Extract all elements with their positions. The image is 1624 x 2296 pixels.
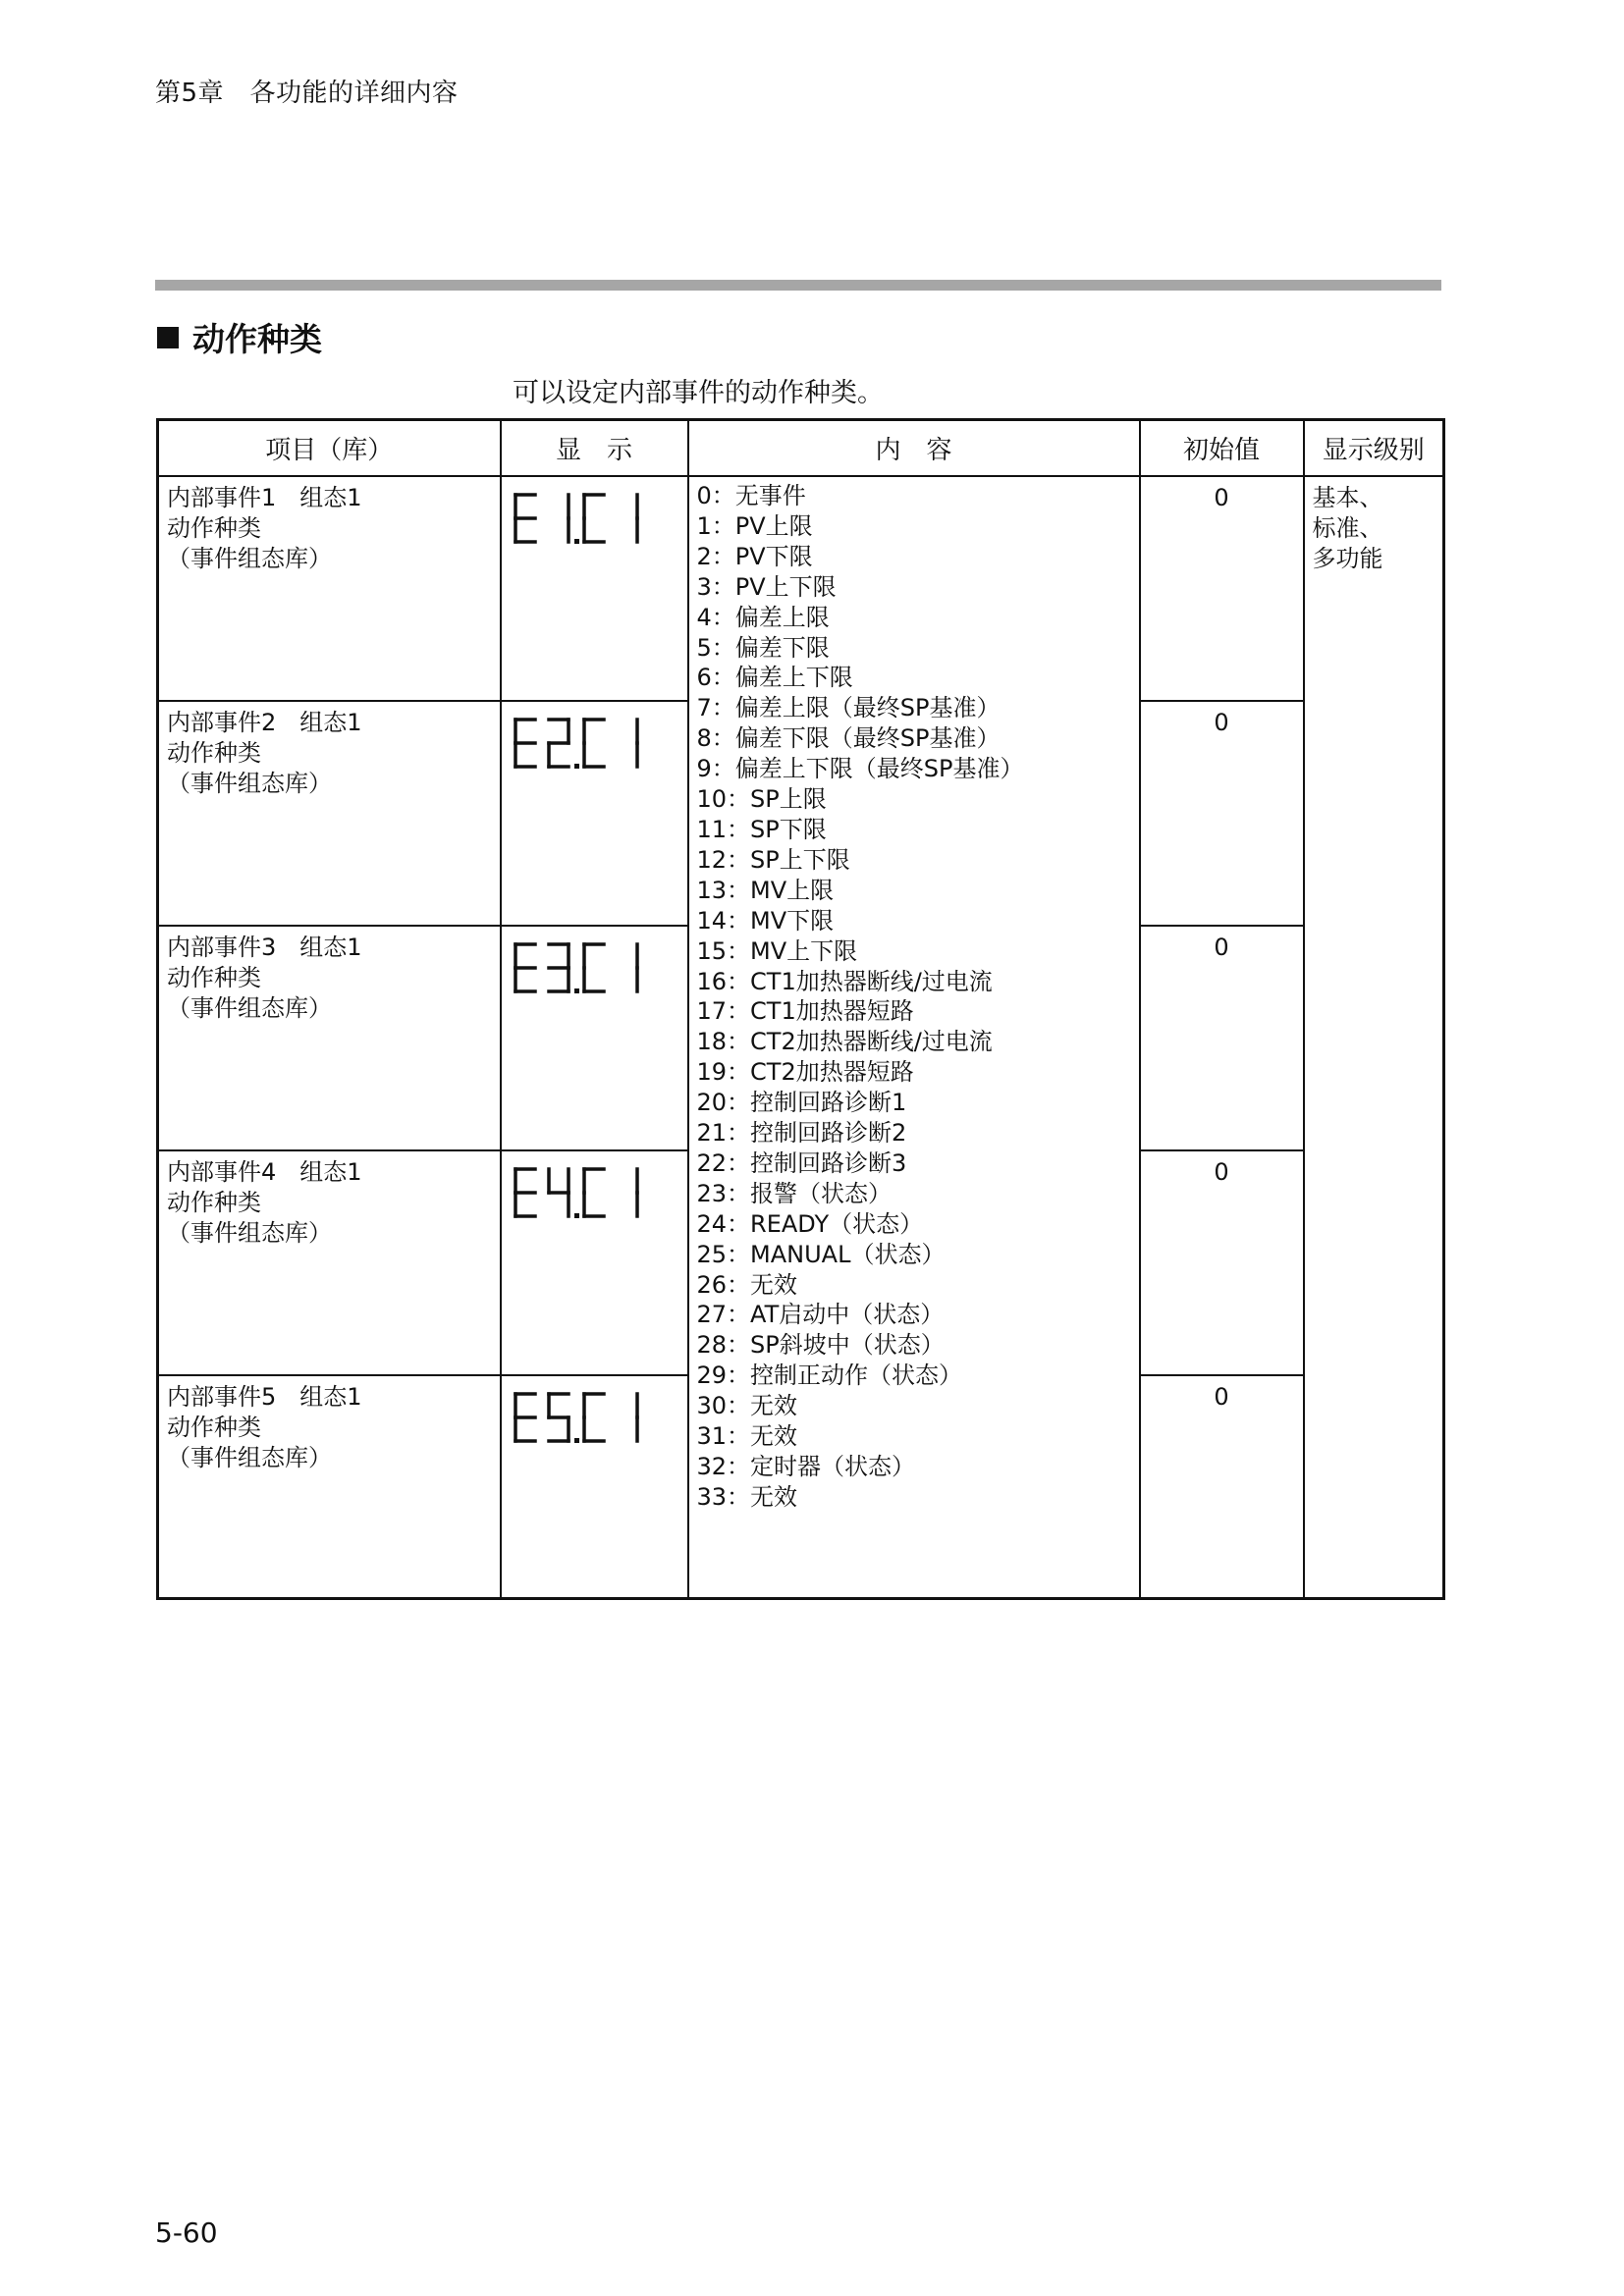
level-standard: 标准、 (1312, 514, 1383, 542)
item-line3: （事件组态库） (167, 994, 332, 1022)
content-list-item: 29：控制正动作（状态） (696, 1362, 963, 1390)
item-line3: （事件组态库） (167, 1444, 332, 1471)
section-title-text: 动作种类 (192, 320, 322, 358)
initial-value-cell: 0 (1140, 1150, 1304, 1375)
square-bullet-icon (157, 327, 179, 348)
page-number: 5-60 (155, 2216, 218, 2249)
content-list-item: 6：偏差上下限 (696, 664, 853, 692)
content-list-item: 24：READY（状态） (696, 1209, 924, 1238)
header-level: 显示级别 (1304, 420, 1444, 477)
level-multifunction: 多功能 (1312, 545, 1383, 572)
item-cell (158, 926, 501, 1150)
content-list-item: 8：偏差下限（最终SP基准） (696, 724, 1001, 753)
item-line2: 动作种类 (167, 1189, 261, 1216)
content-list-item: 11：SP下限 (696, 815, 827, 843)
content-list-item: 10：SP上限 (696, 785, 827, 814)
header-display: 显 示 (501, 420, 688, 477)
seven-segment-display (510, 1161, 647, 1224)
parameter-table (156, 418, 1445, 1600)
item-line2: 动作种类 (167, 514, 261, 542)
item-line2: 动作种类 (167, 1414, 261, 1441)
content-list-item: 25：MANUAL（状态） (696, 1240, 946, 1268)
item-line3: （事件组态库） (167, 1219, 332, 1247)
item-line3: （事件组态库） (167, 770, 332, 797)
content-list-item: 18：CT2加热器断线/过电流 (696, 1028, 993, 1056)
content-list-item: 5：偏差下限 (696, 633, 830, 662)
content-list-item: 2：PV下限 (696, 542, 813, 570)
item-line3: （事件组态库） (167, 545, 332, 572)
content-list-item: 21：控制回路诊断2 (696, 1119, 907, 1148)
section-title (157, 314, 322, 360)
header-item: 项目（库） (158, 420, 501, 477)
content-list-item: 33：无效 (696, 1482, 798, 1511)
item-cell (158, 1150, 501, 1375)
content-list-item: 0：无事件 (696, 482, 806, 509)
content-list-item: 32：定时器（状态） (696, 1453, 916, 1480)
content-list-item: 31：无效 (696, 1422, 798, 1451)
level-list (1313, 483, 1435, 574)
initial-value-cell: 0 (1140, 701, 1304, 926)
content-list-item: 17：CT1加热器短路 (696, 997, 914, 1026)
display-cell (501, 1150, 688, 1375)
content-list-item: 28：SP斜坡中（状态） (696, 1331, 945, 1360)
item-cell (158, 1375, 501, 1599)
content-list-item: 16：CT1加热器断线/过电流 (696, 967, 993, 995)
section-intro: 可以设定内部事件的动作种类。 (513, 378, 884, 408)
content-list-item: 3：PV上下限 (696, 572, 837, 601)
item-line1: 内部事件5 组态1 (167, 1383, 362, 1411)
content-list-item: 1：PV上限 (696, 511, 813, 540)
table-row (158, 476, 1444, 701)
chapter-heading: 第5章 各功能的详细内容 (155, 79, 459, 108)
decimal-point (574, 539, 579, 544)
item-cell (158, 701, 501, 926)
content-list (697, 481, 1131, 1513)
initial-value-cell: 0 (1140, 926, 1304, 1150)
content-list-item: 26：无效 (696, 1270, 798, 1299)
table-header-row (158, 420, 1444, 477)
content-list-item: 23：报警（状态） (696, 1179, 893, 1207)
content-list-item: 20：控制回路诊断1 (696, 1089, 907, 1117)
initial-value-cell: 0 (1140, 476, 1304, 701)
decimal-point (574, 988, 579, 993)
item-line1: 内部事件4 组态1 (167, 1158, 362, 1186)
content-list-item: 7：偏差上限（最终SP基准） (696, 694, 1001, 722)
seven-segment-display (510, 712, 647, 774)
content-list-item: 27：AT启动中（状态） (696, 1301, 945, 1329)
content-list-item: 19：CT2加热器短路 (696, 1058, 914, 1087)
item-line2: 动作种类 (167, 739, 261, 767)
level-basic: 基本、 (1312, 484, 1383, 511)
content-list-item: 13：MV上限 (696, 876, 835, 904)
item-line1: 内部事件3 组态1 (167, 934, 362, 961)
item-line1: 内部事件1 组态1 (167, 484, 362, 511)
header-initial: 初始值 (1140, 420, 1304, 477)
item-cell (158, 476, 501, 701)
display-cell (501, 926, 688, 1150)
content-list-item: 9：偏差上下限（最终SP基准） (696, 755, 1024, 783)
display-cell (501, 476, 688, 701)
display-cell (501, 701, 688, 926)
content-cell (688, 476, 1140, 1599)
item-line2: 动作种类 (167, 964, 261, 991)
content-list-item: 15：MV上下限 (696, 936, 858, 965)
content-list-item: 22：控制回路诊断3 (696, 1148, 907, 1177)
seven-segment-display (510, 1386, 647, 1449)
header-content: 内 容 (688, 420, 1140, 477)
seven-segment-display (510, 936, 647, 999)
content-list-item: 30：无效 (696, 1392, 798, 1420)
decimal-point (574, 764, 579, 769)
content-list-item: 4：偏差上限 (696, 603, 830, 631)
display-level-cell (1304, 476, 1444, 1599)
decimal-point (574, 1438, 579, 1443)
decimal-point (574, 1213, 579, 1218)
seven-segment-display (510, 487, 647, 550)
display-cell (501, 1375, 688, 1599)
initial-value-cell: 0 (1140, 1375, 1304, 1599)
content-list-item: 14：MV下限 (696, 906, 835, 934)
section-divider (155, 280, 1441, 291)
content-list-item: 12：SP上下限 (696, 845, 850, 874)
item-line1: 内部事件2 组态1 (167, 709, 362, 736)
